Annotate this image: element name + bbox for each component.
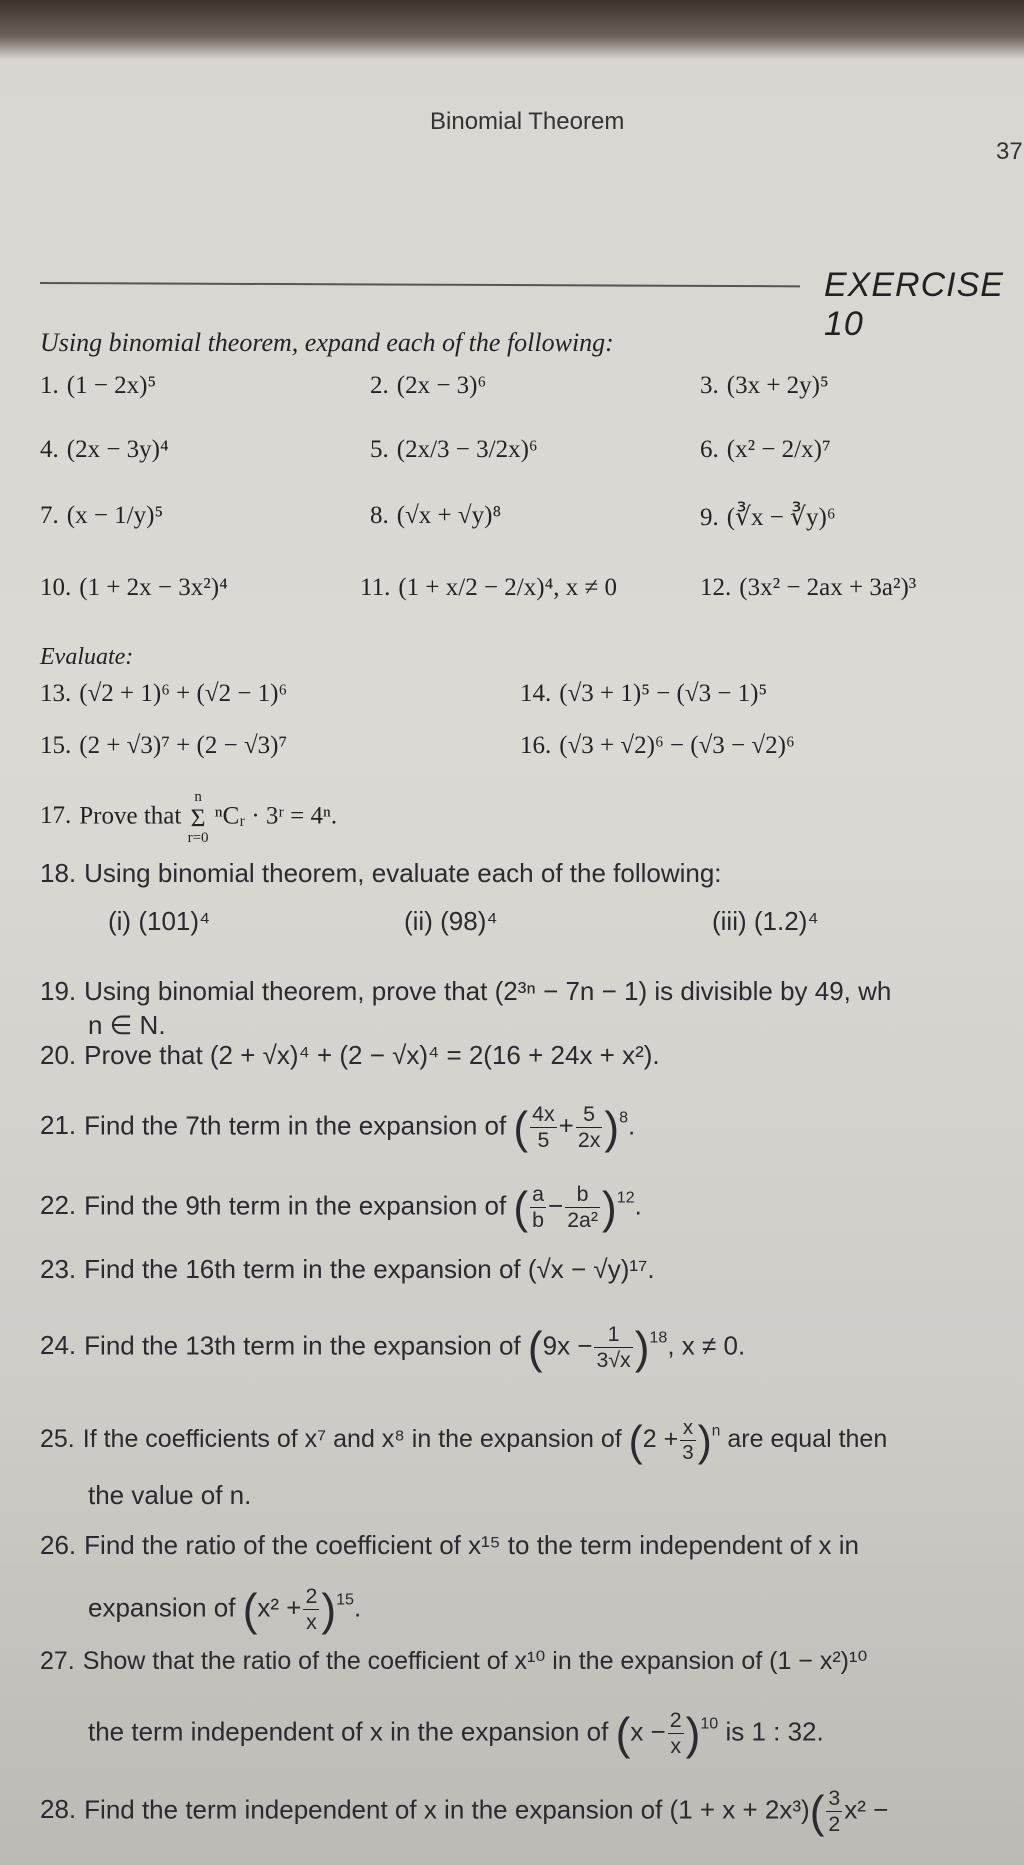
question-3: 3. (3x + 2y)⁵ (700, 372, 829, 399)
header-rule (40, 282, 800, 287)
question-7: 7. (x − 1/y)⁵ (40, 502, 164, 529)
question-5: 5. (2x/3 − 3/2x)⁶ (370, 436, 538, 463)
question-26-cont: expansion of (x² + $\frac{2}{x}$ )$^{15}$. (88, 1584, 362, 1636)
question-19: 19. Using binomial theorem, prove that (2³ⁿ − 7n − 1) is divisible by 49, wh (40, 976, 892, 1006)
question-25-cont: the value of n. (88, 1480, 252, 1510)
question-18-part-i: (i) (101)⁴ (108, 906, 211, 936)
question-1: 1. (1 − 2x)⁵ (40, 372, 157, 399)
question-13: 13. (√2 + 1)⁶ + (√2 − 1)⁶ (40, 680, 288, 707)
question-8: 8. (√x + √y)⁸ (370, 502, 502, 529)
question-23: 23. Find the 16th term in the expansion of (√x − √y)¹⁷. (40, 1254, 655, 1284)
question-18-part-ii: (ii) (98)⁴ (404, 906, 498, 936)
exercise-instruction: Using binomial theorem, expand each of the following: (40, 328, 614, 357)
question-25: 25. If the coefficients of x⁷ and x⁸ in the expansion of (2 + $\frac{x}{3}$ )$^n$ are equal then (40, 1416, 888, 1466)
question-2: 2. (2x − 3)⁶ (370, 372, 487, 399)
question-14: 14. (√3 + 1)⁵ − (√3 − 1)⁵ (520, 680, 768, 707)
question-11: 11. (1 + x/2 − 2/x)⁴, x ≠ 0 (360, 574, 618, 601)
page-number: 37 (996, 138, 1023, 165)
question-12: 12. (3x² − 2ax + 3a²)³ (700, 574, 917, 601)
exercise-title: EXERCISE 10 (824, 266, 1004, 343)
question-21: 21. Find the 7th term in the expansion of ( $\frac{4x}{5}$ + $\frac{5}{2x}$ )$^8$. (40, 1102, 636, 1154)
question-6: 6. (x² − 2/x)⁷ (700, 436, 831, 463)
evaluate-heading: Evaluate: (40, 644, 134, 670)
question-28: 28. Find the term independent of x in the expansion of (1 + x + 2x³)( $\frac{3}{2}$ x² − (40, 1786, 889, 1838)
running-title: Binomial Theorem (430, 108, 625, 135)
question-26: 26. Find the ratio of the coefficient of x¹⁵ to the term independent of x in (40, 1530, 860, 1560)
question-15: 15. (2 + √3)⁷ + (2 − √3)⁷ (40, 732, 288, 759)
question-10: 10. (1 + 2x − 3x²)⁴ (40, 574, 228, 601)
question-27-cont: the term independent of x in the expansion of (x − $\frac{2}{x}$ )$^{10}$ is 1 : 32. (88, 1708, 824, 1760)
question-19-cont: n ∈ N. (88, 1010, 166, 1040)
sum-symbol: n Σ r=0 (187, 789, 209, 846)
question-20: 20. Prove that (2 + √x)⁴ + (2 − √x)⁴ = 2(16 + 24x + x²). (40, 1040, 660, 1070)
question-27: 27. Show that the ratio of the coefficient of x¹⁰ in the expansion of (1 − x²)¹⁰ (40, 1647, 868, 1675)
question-16: 16. (√3 + √2)⁶ − (√3 − √2)⁶ (520, 732, 795, 759)
question-24: 24. Find the 13th term in the expansion of (9x − $\frac{1}{3√x}$ )$^{18}$, x ≠ 0. (40, 1322, 746, 1374)
question-18: 18. Using binomial theorem, evaluate each of the following: (40, 858, 722, 888)
question-4: 4. (2x − 3y)⁴ (40, 436, 169, 463)
question-22: 22. Find the 9th term in the expansion of ( $\frac{a}{b}$ − $\frac{b}{\text{2a²}}$ )$^{12}$. (40, 1182, 642, 1234)
question-9: 9. (∛x − ∛y)⁶ (700, 504, 836, 531)
question-17: 17. Prove that n Σ r=0 ⁿCᵣ · 3ʳ = 4ⁿ. (40, 789, 338, 846)
question-18-part-iii: (iii) (1.2)⁴ (712, 906, 819, 936)
